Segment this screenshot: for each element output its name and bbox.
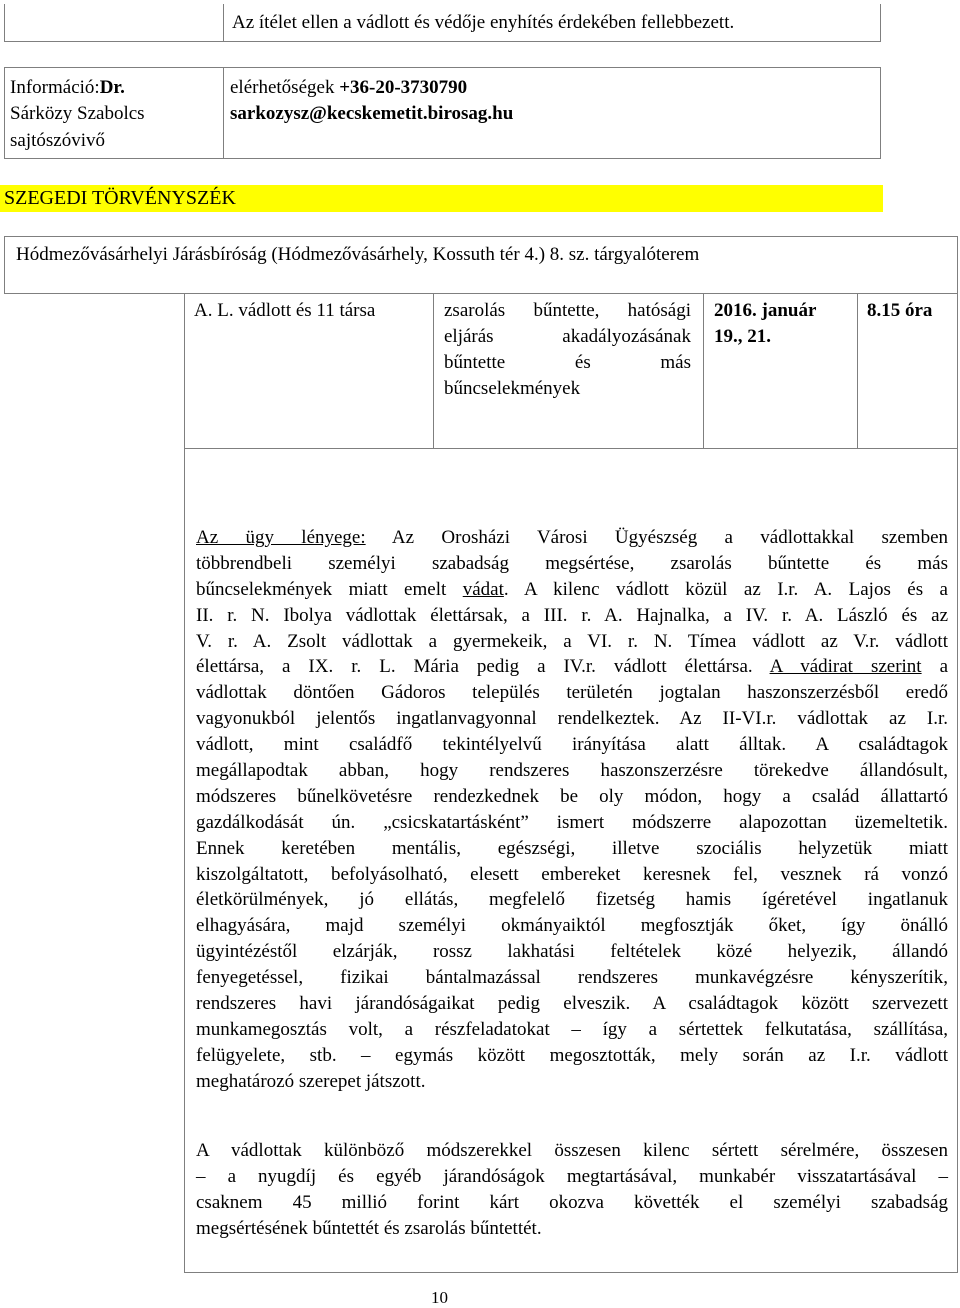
summary-text: meghatározó szerepet játszott. (196, 1070, 426, 1092)
court-header: SZEGEDI TÖRVÉNYSZÉK (4, 187, 236, 209)
summary-text: V. r. A. Zsolt vádlottak a gyermekeik, a VI. r. N. Tímea vádlott az V.r. vádlott (196, 630, 948, 652)
summary-line: megsértésének bűntettét és zsarolás bűntettét. (196, 1217, 542, 1239)
summary-line (196, 629, 948, 655)
summary-line (196, 551, 948, 577)
case-charge (444, 298, 691, 402)
summary-line (196, 732, 948, 758)
summary-line (196, 939, 948, 965)
spokesperson-title: Dr. (99, 77, 125, 98)
summary-underlined-text: A vádirat szerint (769, 656, 922, 678)
summary-underlined-text: vádat (462, 578, 504, 600)
summary-line (196, 1069, 948, 1095)
case-parties: A. L. vádlott és 11 társa (194, 300, 376, 321)
page-number: 10 (431, 1288, 448, 1307)
summary-line (196, 784, 948, 810)
case-time: 8.15 óra (867, 300, 933, 321)
summary-paragraph-2 (196, 1138, 948, 1242)
summary-line (196, 862, 948, 888)
case-date-line1: 2016. január (714, 300, 817, 321)
charge-line: bűntette és más (444, 351, 691, 373)
summary-text: Ennek keretében mentális, egészségi, illetve szociális helyzetük miatt (196, 837, 948, 859)
summary-line (196, 525, 948, 551)
summary-text: fenyegetéssel, fizikai bántalmazással rendszeres munkavégzésre kényszerítik, (196, 967, 948, 989)
summary-line (196, 1043, 948, 1069)
info-label (10, 75, 125, 100)
summary-line (196, 654, 948, 680)
summary-text: élettársa, a IX. r. L. Mária pedig a IV.r. vádlott élettársa. (196, 656, 770, 678)
summary-text: vádlottak döntően Gádoros település területén jogtalan haszonszerzésből eredő (196, 682, 948, 704)
charge-line: zsarolás bűntette, hatósági (444, 300, 691, 321)
summary-line (196, 1017, 948, 1043)
contact-phone-line (230, 75, 467, 100)
spokesperson-role: sajtószóvivő (10, 130, 105, 151)
summary-line (196, 887, 948, 913)
summary-line (196, 577, 948, 603)
summary-line (196, 991, 948, 1017)
summary-text: életkörülmények, jó ellátás, megfelelő fizetség hamis ígéretével ingatlanuk (196, 889, 948, 911)
summary-line: – a nyugdíj és egyéb járandóságok megtartásával, munkabér visszatartásával – (196, 1165, 948, 1187)
summary-text: gazdálkodását ún. „csicskatartásként” ismert módszerre alapozottan üzemeltetik. (196, 811, 948, 833)
summary-underlined-text: Az ügy lényege: (196, 527, 366, 548)
case-date-line2: 19., 21. (714, 326, 771, 347)
appeal-row-cell-left (4, 4, 224, 42)
summary-text: ügyintézéstől elzárják, rossz lakhatási feltételek közé helyezik, állandó (196, 941, 948, 963)
summary-line: A vádlottak különböző módszerekkel összesen kilenc sértett sérelmére, összesen (196, 1140, 948, 1161)
summary-text: vádlott, mint családfő tekintélyelvű irányítása alatt álltak. A családtagok (196, 734, 948, 756)
summary-text: vagyonukból jelentős ingatlanvagyonnal rendelkeztek. Az II-VI.r. vádlottak az I.r. (196, 708, 948, 730)
summary-paragraph-1 (196, 525, 948, 1095)
contact-prefix: elérhetőségek (230, 77, 340, 98)
summary-line (196, 965, 948, 991)
summary-text: megállapodtak abban, hogy rendszeres haszonszerzésre törekedve állandósult, (196, 760, 948, 782)
contact-phone: +36-20-3730790 (339, 77, 468, 98)
venue-text: Hódmezővásárhelyi Járásbíróság (Hódmezővásárhely, Kossuth tér 4.) 8. sz. tárgyalóterem (16, 244, 700, 265)
summary-text: II. r. N. Ibolya vádlottak élettársak, a III. r. A. Hajnalka, a IV. r. A. László és az (196, 604, 948, 626)
summary-text: bűncselekmények miatt emelt (196, 578, 463, 600)
summary-line (196, 810, 948, 836)
summary-text: . A kilenc vádlott közül az I.r. A. Lajos és a (503, 578, 948, 600)
summary-line (196, 706, 948, 732)
summary-text: a (921, 656, 949, 678)
info-prefix: Információ: (10, 77, 100, 98)
summary-line (196, 603, 948, 629)
summary-text: felügyelete, stb. – egymás között megosztották, mely során az I.r. vádlott (196, 1044, 948, 1066)
summary-text: kiszolgáltatott, befolyásolható, elesett embereket keresnek fel, vesznek rá vonzó (196, 863, 948, 885)
contact-email[interactable]: sarkozysz@kecskemetit.birosag.hu (230, 103, 514, 124)
spokesperson-name: Sárközy Szabolcs (10, 103, 145, 124)
charge-line: bűncselekmények (444, 377, 581, 399)
summary-text: elhagyására, majd személyi okmányaiktól megfosztják őket, így önálló (196, 915, 948, 937)
summary-text: többrendbeli személyi szabadság megsértése, zsarolás bűntette és más (196, 552, 948, 574)
summary-line (196, 836, 948, 862)
summary-line: csaknem 45 millió forint kárt okozva követték el személyi szabadság (196, 1191, 948, 1213)
appeal-text: Az ítélet ellen a vádlott és védője enyhítés érdekében fellebbezett. (232, 12, 735, 33)
summary-text: Az Orosházi Városi Ügyészség a vádlottakkal szemben (365, 527, 949, 548)
charge-line: eljárás akadályozásának (444, 325, 691, 347)
summary-line (196, 680, 948, 706)
summary-line (196, 758, 948, 784)
summary-line (196, 913, 948, 939)
summary-text: módszeres bűnelkövetésre rendezkednek be oly módon, hogy a család állattartó (196, 785, 948, 807)
summary-text: rendszeres havi járandóságaikat pedig elveszik. A családtagok között szervezett (196, 993, 948, 1015)
summary-text: munkamegosztás volt, a részfeladatokat – így a sértettek felkutatása, szállítása, (196, 1018, 948, 1040)
